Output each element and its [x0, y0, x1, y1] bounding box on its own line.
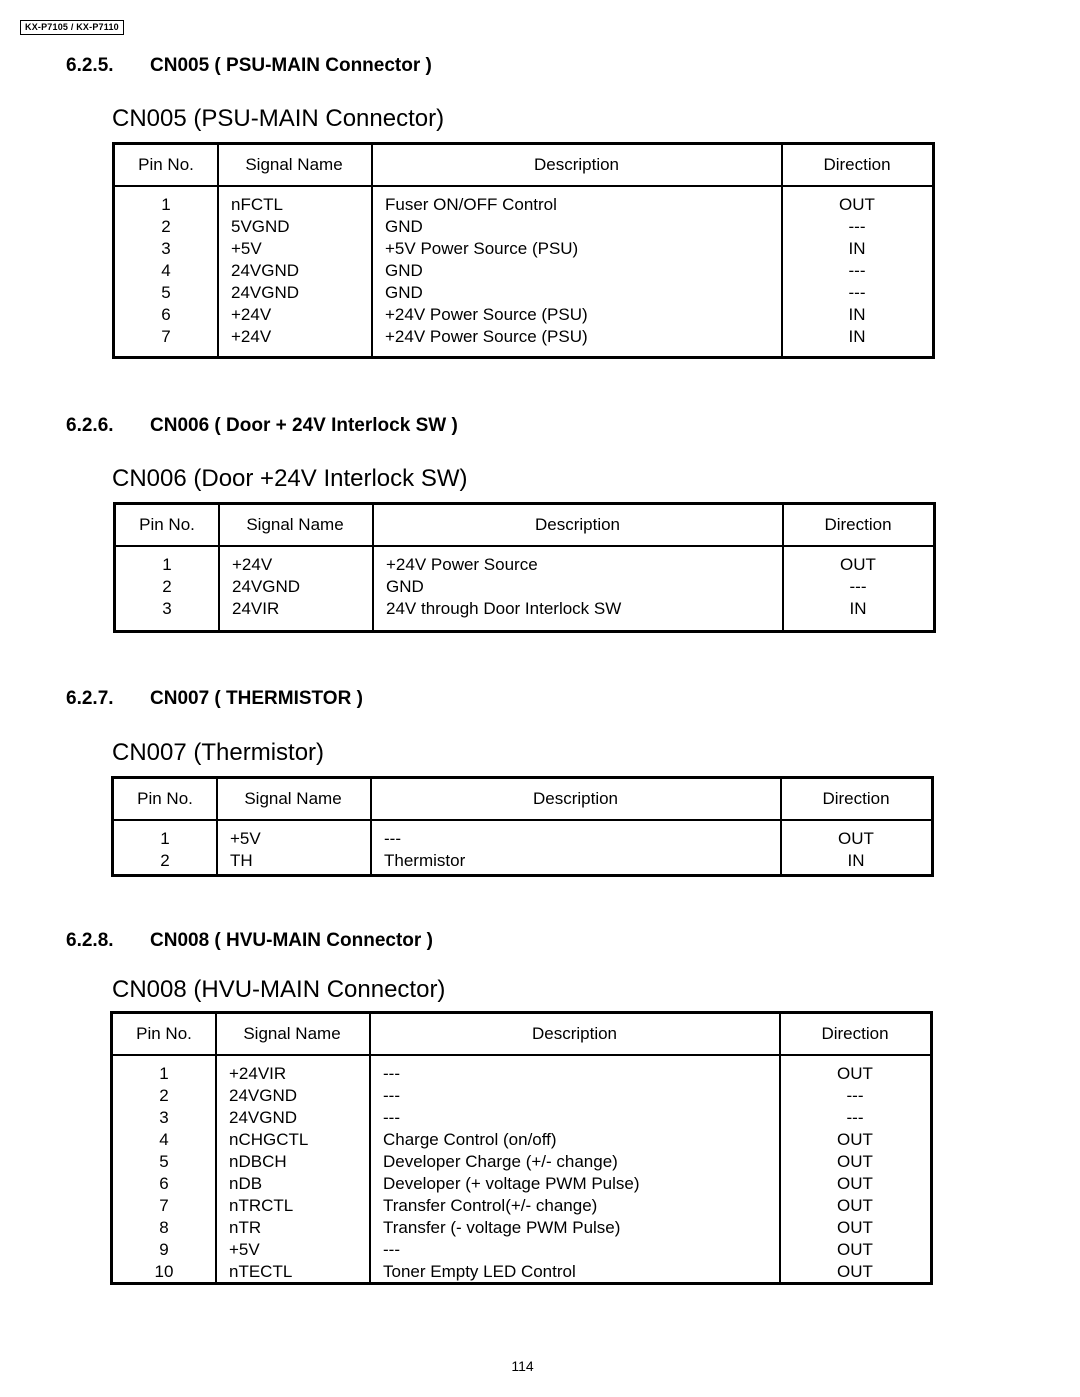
section-number: 6.2.5. — [66, 55, 114, 76]
column-header-pin: Pin No. — [136, 1024, 192, 1043]
cell-signal: +24V — [232, 555, 273, 574]
cell-description: Thermistor — [384, 851, 466, 870]
cell-signal: +5V — [229, 1240, 260, 1259]
cell-signal: nDB — [229, 1174, 263, 1193]
column-header-description: Description — [534, 515, 621, 534]
cell-description: Developer (+ voltage PWM Pulse) — [383, 1174, 640, 1193]
section-heading-cn008 — [66, 930, 433, 952]
cell-description: Transfer Control(+/- change) — [383, 1196, 598, 1215]
cell-direction: OUT — [837, 1174, 873, 1193]
table-row — [115, 304, 932, 326]
section-heading-text: CN008 ( HVU-MAIN Connector ) — [150, 930, 433, 951]
cell-signal: 24VIR — [232, 599, 280, 618]
table-row — [116, 576, 933, 598]
cell-description: Toner Empty LED Control — [383, 1262, 576, 1281]
column-header-signal: Signal Name — [245, 155, 343, 174]
table-row — [113, 1151, 930, 1173]
cell-direction: OUT — [837, 1240, 873, 1259]
cell-pin: 3 — [161, 239, 171, 258]
cell-signal: TH — [230, 851, 253, 870]
column-header-direction: Direction — [824, 515, 892, 534]
table-row — [113, 1063, 930, 1085]
table-row — [115, 194, 932, 216]
table-row — [113, 1217, 930, 1239]
cell-signal: +5V — [231, 239, 262, 258]
section-heading-cn006 — [66, 415, 458, 437]
cell-pin: 5 — [159, 1152, 169, 1171]
column-header-pin: Pin No. — [138, 155, 194, 174]
table-row — [115, 260, 932, 282]
column-header-signal: Signal Name — [246, 515, 344, 534]
column-header-description: Description — [532, 789, 619, 808]
cell-signal: 24VGND — [229, 1108, 298, 1127]
cell-description: GND — [386, 577, 424, 596]
section-heading-text: CN005 ( PSU-MAIN Connector ) — [150, 55, 432, 76]
column-header-pin: Pin No. — [137, 789, 193, 808]
table-row — [113, 1129, 930, 1151]
section-heading-cn007 — [66, 688, 363, 710]
section-number: 6.2.7. — [66, 688, 114, 709]
cell-pin: 5 — [161, 283, 171, 302]
cell-direction: IN — [849, 599, 867, 618]
table-row — [113, 1173, 930, 1195]
cell-direction: OUT — [837, 1218, 873, 1237]
table-row — [114, 850, 931, 872]
cell-pin: 7 — [161, 327, 171, 346]
cell-direction: --- — [846, 1108, 864, 1127]
table-row — [115, 326, 932, 348]
section-number: 6.2.8. — [66, 930, 114, 951]
table-row — [113, 1239, 930, 1261]
cell-description: Fuser ON/OFF Control — [385, 195, 557, 214]
connector-table-cn007 — [111, 776, 934, 877]
cell-pin: 2 — [161, 217, 171, 236]
cell-pin: 7 — [159, 1196, 169, 1215]
table-row — [113, 1195, 930, 1217]
section-heading-text: CN007 ( THERMISTOR ) — [150, 688, 363, 709]
cell-signal: nDBCH — [229, 1152, 287, 1171]
model-label: KX-P7105 / KX-P7110 — [20, 20, 124, 35]
cell-description: GND — [385, 217, 423, 236]
table-row — [115, 238, 932, 260]
cell-pin: 1 — [161, 195, 171, 214]
cell-signal: 24VGND — [232, 577, 301, 596]
table-row — [116, 598, 933, 620]
cell-description: +24V Power Source — [386, 555, 538, 574]
column-header-direction: Direction — [821, 1024, 889, 1043]
cell-description: Charge Control (on/off) — [383, 1130, 557, 1149]
cell-direction: OUT — [837, 1152, 873, 1171]
cell-pin: 3 — [159, 1108, 169, 1127]
cell-pin: 9 — [159, 1240, 169, 1259]
cell-direction: --- — [848, 283, 866, 302]
table-row — [113, 1085, 930, 1107]
column-header-direction: Direction — [822, 789, 890, 808]
cell-direction: --- — [848, 217, 866, 236]
table-row — [113, 1107, 930, 1129]
cell-description: +5V Power Source (PSU) — [385, 239, 579, 258]
cell-pin: 1 — [159, 1064, 169, 1083]
cell-signal: +24VIR — [229, 1064, 287, 1083]
cell-direction: IN — [847, 851, 865, 870]
cell-pin: 2 — [159, 1086, 169, 1105]
cell-pin: 4 — [161, 261, 171, 280]
cell-description: +24V Power Source (PSU) — [385, 305, 588, 324]
cell-signal: nTR — [229, 1218, 262, 1237]
column-header-direction: Direction — [823, 155, 891, 174]
table-row — [115, 282, 932, 304]
connector-table-cn006 — [113, 502, 936, 633]
cell-direction: OUT — [840, 555, 876, 574]
column-header-description: Description — [531, 1024, 618, 1043]
table-title-cn006: CN006 (Door +24V Interlock SW) — [112, 465, 468, 492]
cell-signal: +5V — [230, 829, 261, 848]
cell-direction: --- — [849, 577, 867, 596]
connector-table-cn008 — [110, 1011, 933, 1285]
cell-direction: OUT — [838, 829, 874, 848]
cell-pin: 6 — [161, 305, 171, 324]
cell-signal: 5VGND — [231, 217, 290, 236]
table-title-cn005: CN005 (PSU-MAIN Connector) — [112, 105, 445, 132]
section-heading-cn005 — [66, 55, 432, 77]
cell-direction: OUT — [837, 1130, 873, 1149]
cell-signal: +24V — [231, 327, 272, 346]
cell-description: --- — [383, 1086, 400, 1105]
section-number: 6.2.6. — [66, 415, 114, 436]
cell-direction: --- — [848, 261, 866, 280]
cell-description: --- — [383, 1108, 400, 1127]
cell-signal: 24VGND — [229, 1086, 298, 1105]
table-row — [115, 216, 932, 238]
cell-signal: nCHGCTL — [229, 1130, 309, 1149]
cell-signal: nTRCTL — [229, 1196, 294, 1215]
cell-direction: IN — [848, 239, 866, 258]
cell-direction: IN — [848, 327, 866, 346]
cell-signal: +24V — [231, 305, 272, 324]
cell-description: --- — [383, 1240, 400, 1259]
cell-description: Transfer (- voltage PWM Pulse) — [383, 1218, 621, 1237]
cell-description: +24V Power Source (PSU) — [385, 327, 588, 346]
cell-signal: nFCTL — [231, 195, 283, 214]
cell-pin: 6 — [159, 1174, 169, 1193]
table-row — [113, 1261, 930, 1283]
cell-direction: OUT — [839, 195, 875, 214]
cell-direction: IN — [848, 305, 866, 324]
column-header-description: Description — [533, 155, 620, 174]
cell-pin: 2 — [160, 851, 170, 870]
cell-pin: 1 — [160, 829, 170, 848]
connector-table-cn005 — [112, 142, 935, 359]
cell-description: --- — [383, 1064, 400, 1083]
cell-description: 24V through Door Interlock SW — [386, 599, 622, 618]
table-title-cn008: CN008 (HVU-MAIN Connector) — [112, 976, 446, 1003]
column-header-signal: Signal Name — [244, 789, 342, 808]
cell-pin: 3 — [162, 599, 172, 618]
page-number: 114 — [511, 1358, 534, 1374]
cell-pin: 10 — [154, 1262, 174, 1281]
cell-description: GND — [385, 261, 423, 280]
column-header-signal: Signal Name — [243, 1024, 341, 1043]
cell-direction: OUT — [837, 1262, 873, 1281]
cell-pin: 2 — [162, 577, 172, 596]
cell-pin: 4 — [159, 1130, 169, 1149]
table-row — [114, 828, 931, 850]
section-heading-text: CN006 ( Door + 24V Interlock SW ) — [150, 415, 458, 436]
cell-description: GND — [385, 283, 423, 302]
cell-pin: 1 — [162, 555, 172, 574]
cell-signal: nTECTL — [229, 1262, 293, 1281]
cell-direction: OUT — [837, 1196, 873, 1215]
cell-pin: 8 — [159, 1218, 169, 1237]
cell-direction: OUT — [837, 1064, 873, 1083]
table-title-cn007: CN007 (Thermistor) — [112, 739, 325, 766]
cell-signal: 24VGND — [231, 283, 300, 302]
cell-description: --- — [384, 829, 401, 848]
table-row — [116, 554, 933, 576]
cell-direction: --- — [846, 1086, 864, 1105]
cell-signal: 24VGND — [231, 261, 300, 280]
column-header-pin: Pin No. — [139, 515, 195, 534]
cell-description: Developer Charge (+/- change) — [383, 1152, 618, 1171]
